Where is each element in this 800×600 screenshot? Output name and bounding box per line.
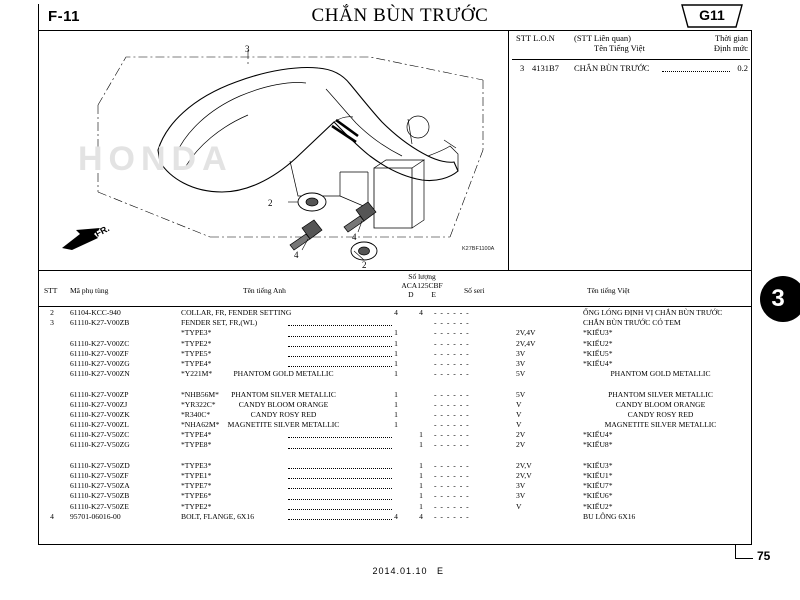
th-qty-group: [388, 272, 456, 299]
th-qty-model: ACA125CBF: [401, 281, 443, 290]
cell-serial: 2V,4V: [516, 328, 536, 338]
cell-name-en: *TYPE1*: [181, 471, 212, 480]
table-row: [38, 359, 752, 369]
cell-qty-e: 1: [419, 491, 423, 501]
table-row: [38, 502, 752, 512]
th-qty-title: Số lượng: [408, 272, 436, 281]
cell-part-number: 61104-KCC-940: [70, 308, 121, 317]
cell-serial: V: [516, 399, 522, 409]
callout-4-left: 4: [294, 250, 299, 260]
cell-name-en: *TYPE2*: [181, 338, 212, 348]
cell-qty-d: 1: [394, 369, 398, 379]
cell-part-number: 61110-K27-V00ZN: [70, 369, 130, 379]
lon-col-stt: STT L.O.N: [516, 33, 555, 43]
cell-qty-e: 1: [419, 501, 423, 511]
table-row-spacer: [38, 451, 752, 461]
th-part-no: Mã phụ tùng: [70, 286, 109, 295]
cell-serial: 3V: [516, 358, 526, 368]
table-top-divider: [38, 270, 752, 271]
callout-2-lower: 2: [362, 260, 367, 270]
lon-row-code: 4131B7: [532, 63, 559, 73]
cell-name-en: *NHA62M*: [181, 420, 220, 430]
cell-name-en: *TYPE3*: [181, 460, 212, 470]
cell-serial: 2V,V: [516, 460, 532, 470]
cell-qty-d: 4: [394, 308, 398, 317]
lon-row-stt: 3: [520, 63, 525, 73]
lon-row: [512, 60, 750, 76]
cell-name-en: *TYPE7*: [181, 481, 212, 491]
cell-part-number: 61110-K27-V00ZF: [70, 348, 129, 358]
cell-part-number: 95701-06016-00: [70, 511, 121, 521]
table-row: [38, 430, 752, 440]
cell-name-vn: CHẮN BÙN TRƯỚC CÓ TEM: [583, 318, 681, 328]
parts-table: [38, 272, 752, 522]
cell-part-number: 61110-K27-V50ZF: [70, 471, 129, 480]
diagram-code: K27BF1100A: [462, 246, 495, 252]
table-row: [38, 491, 752, 501]
cell-part-number: 61110-K27-V00ZP: [70, 389, 129, 399]
cell-name-vn: ỐNG LÓNG ĐỊNH VỊ CHẮN BÙN TRƯỚC: [583, 308, 723, 317]
cell-qty-e: 1: [419, 481, 423, 491]
cell-part-number: 61110-K27-V00ZG: [70, 358, 130, 368]
table-row: [38, 339, 752, 349]
cell-part-number: 61110-K27-V50ZA: [70, 481, 130, 491]
cell-leader-dots: [288, 325, 392, 326]
cell-serial: 2V,V: [516, 471, 532, 480]
cell-name-en: *Y221M*: [181, 369, 213, 379]
lon-row-leader: [662, 71, 730, 72]
cell-name-en: *YR322C*: [181, 399, 216, 409]
callout-4-right: 4: [352, 232, 357, 242]
cell-qty-d: 1: [394, 389, 398, 399]
cell-qty-e: 4: [419, 511, 423, 521]
cell-leader-dots: [288, 519, 392, 520]
cell-name-en: *TYPE2*: [181, 501, 212, 511]
table-row: [38, 420, 752, 430]
cell-name-en: *TYPE6*: [181, 491, 212, 501]
cell-name-en: *TYPE3*: [181, 328, 212, 338]
cell-part-number: 61110-K27-V50ZB: [70, 491, 130, 501]
cell-qty-d: 1: [394, 338, 398, 348]
cell-serial: 2V: [516, 430, 526, 440]
table-row: [38, 481, 752, 491]
cell-leader-dots: [288, 499, 392, 500]
cell-name-vn: PHANTOM GOLD METALLIC: [610, 369, 711, 379]
cell-name-vn: *KIỂU1*: [583, 471, 613, 480]
lon-header: [512, 32, 750, 58]
table-row: [38, 328, 752, 338]
cell-name-en: *TYPE5*: [181, 348, 212, 358]
cell-qty-d: 1: [394, 358, 398, 368]
vertical-divider: [508, 30, 509, 270]
cell-name-en: FENDER SET, FR,(WL): [181, 318, 258, 328]
cell-stt: 3: [50, 318, 54, 328]
lon-row-name: CHẮN BÙN TRƯỚC: [574, 63, 650, 73]
cell-name-vn: BU LÔNG 6X16: [583, 511, 636, 521]
table-row: [38, 440, 752, 450]
cell-name-en-color: PHANTOM SILVER METALLIC: [231, 389, 336, 399]
cell-stt: 2: [50, 308, 54, 317]
cell-leader-dots: [288, 356, 392, 357]
cell-part-number: 61110-K27-V00ZJ: [70, 399, 128, 409]
flange-bolt-left: [290, 220, 322, 250]
cell-dash-filler: - - - - - -: [434, 471, 470, 480]
lon-col-norm: Định mức: [713, 43, 748, 53]
lon-col-time: Thời gian: [714, 33, 748, 43]
section-thumb-tab-label: 3: [771, 285, 785, 312]
table-row: [38, 400, 752, 410]
parts-table-body: [38, 308, 752, 522]
cell-dash-filler: - - - - - -: [434, 348, 470, 358]
cell-leader-dots: [288, 468, 392, 469]
cell-dash-filler: - - - - - -: [434, 338, 470, 348]
cell-name-vn: *KIỂU3*: [583, 328, 613, 338]
page-number: 75: [757, 549, 771, 563]
cell-part-number: 61110-K27-V00ZL: [70, 420, 129, 430]
table-row: [38, 369, 752, 379]
cell-part-number: 61110-K27-V00ZC: [70, 338, 130, 348]
callout-2-upper: 2: [268, 198, 273, 208]
table-row: [38, 471, 752, 481]
cell-name-vn: *KIỂU4*: [583, 430, 613, 440]
cell-dash-filler: - - - - - -: [434, 430, 470, 440]
lon-col-related: (STT Liên quan): [574, 33, 631, 43]
cell-qty-d: 4: [394, 511, 398, 521]
cell-name-vn: *KIỂU7*: [583, 481, 613, 491]
table-row: [38, 318, 752, 328]
table-row: [38, 512, 752, 522]
callout-3: 3: [245, 44, 250, 54]
cell-name-vn: *KIỂU4*: [583, 358, 613, 368]
cell-name-vn: MAGNETITE SILVER METALLIC: [604, 420, 717, 430]
cell-stt: 4: [50, 511, 54, 521]
cell-leader-dots: [288, 478, 392, 479]
cell-name-vn: *KIỂU2*: [583, 501, 613, 511]
th-name-en: Tên tiếng Anh: [243, 286, 286, 295]
cell-name-en: *TYPE8*: [181, 440, 212, 450]
cell-part-number: 61110-K27-V50ZE: [70, 501, 129, 511]
cell-dash-filler: - - - - - -: [434, 491, 470, 501]
cell-dash-filler: - - - - - -: [434, 511, 470, 521]
cell-leader-dots: [288, 488, 392, 489]
cell-leader-dots: [288, 346, 392, 347]
section-thumb-tab[interactable]: [760, 276, 800, 322]
table-row: [38, 349, 752, 359]
table-header-rule: [38, 306, 752, 307]
cell-qty-d: 1: [394, 420, 398, 430]
cell-part-number: 61110-K27-V00ZB: [70, 318, 130, 328]
th-stt: STT: [44, 286, 58, 295]
collar-part-lower: [351, 242, 377, 260]
section-code: F-11: [48, 8, 81, 25]
cell-serial: V: [516, 409, 522, 419]
cell-dash-filler: - - - - - -: [434, 389, 470, 399]
cell-part-number: 61110-K27-V00ZK: [70, 409, 130, 419]
cell-dash-filler: - - - - - -: [434, 440, 470, 450]
cell-dash-filler: - - - - - -: [434, 420, 470, 430]
cell-qty-d: 1: [394, 409, 398, 419]
cell-leader-dots: [288, 448, 392, 449]
cell-dash-filler: - - - - - -: [434, 501, 470, 511]
table-row: [38, 410, 752, 420]
cell-name-en: COLLAR, FR, FENDER SETTING: [181, 308, 292, 317]
cell-serial: 2V,4V: [516, 338, 536, 348]
cell-name-vn: *KIỂU8*: [583, 440, 613, 450]
lon-row-time: 0.2: [737, 63, 748, 73]
cell-dash-filler: - - - - - -: [434, 399, 470, 409]
cell-dash-filler: - - - - - -: [434, 328, 470, 338]
cell-serial: 3V: [516, 481, 526, 491]
cell-name-en: *TYPE4*: [181, 430, 212, 440]
collar-part-upper: [298, 193, 326, 211]
cell-leader-dots: [288, 509, 392, 510]
front-direction-label: FR.: [93, 223, 111, 239]
cell-name-vn: CANDY BLOOM ORANGE: [615, 399, 706, 409]
cell-qty-d: 1: [394, 348, 398, 358]
cell-name-en: *R340C*: [181, 409, 211, 419]
th-qty-cols: D E: [408, 290, 444, 299]
cell-name-en-color: MAGNETITE SILVER METALLIC: [227, 420, 340, 430]
cell-part-number: 61110-K27-V50ZG: [70, 440, 130, 450]
chapter-badge-label: G11: [699, 7, 725, 23]
cell-serial: 5V: [516, 389, 526, 399]
cell-serial: 5V: [516, 369, 526, 379]
cell-leader-dots: [288, 336, 392, 337]
cell-qty-d: 1: [394, 399, 398, 409]
flange-bolt-right: [344, 202, 376, 232]
cell-name-vn: *KIỂU6*: [583, 491, 613, 501]
table-row: [38, 461, 752, 471]
lon-box: [512, 32, 750, 76]
cell-qty-d: 1: [394, 328, 398, 338]
chapter-badge: [679, 3, 745, 29]
cell-name-en: *NHB56M*: [181, 389, 219, 399]
cell-name-vn: CANDY ROSY RED: [627, 409, 694, 419]
cell-name-en-color: CANDY ROSY RED: [250, 409, 317, 419]
cell-serial: 2V: [516, 440, 526, 450]
cell-serial: V: [516, 501, 522, 511]
cell-part-number: 61110-K27-V50ZC: [70, 430, 130, 440]
cell-qty-e: 1: [419, 440, 423, 450]
cell-qty-e: 4: [419, 308, 423, 317]
lon-col-vn: Tên Tiếng Việt: [594, 43, 645, 53]
cell-qty-e: 1: [419, 471, 423, 480]
cell-dash-filler: - - - - - -: [434, 369, 470, 379]
cell-serial: V: [516, 420, 522, 430]
cell-name-vn: *KIỂU2*: [583, 338, 613, 348]
cell-leader-dots: [288, 366, 392, 367]
cell-name-en: BOLT, FLANGE, 6X16: [181, 511, 254, 521]
cell-dash-filler: - - - - - -: [434, 358, 470, 368]
footer-date: 2014.01.10: [372, 566, 428, 576]
th-name-vn: Tên tiếng Việt: [587, 286, 630, 295]
cell-part-number: 61110-K27-V50ZD: [70, 460, 130, 470]
cell-name-vn: *KIỂU5*: [583, 348, 613, 358]
footer-edition: E: [437, 566, 444, 576]
cell-name-vn: PHANTOM SILVER METALLIC: [608, 389, 713, 399]
cell-dash-filler: - - - - - -: [434, 481, 470, 491]
cell-serial: 3V: [516, 348, 526, 358]
table-row: [38, 390, 752, 400]
cell-name-vn: *KIỂU3*: [583, 460, 613, 470]
cell-serial: 3V: [516, 491, 526, 501]
cell-name-en-color: CANDY BLOOM ORANGE: [238, 399, 329, 409]
cell-name-en-color: PHANTOM GOLD METALLIC: [233, 369, 334, 379]
th-serial: Số seri: [464, 286, 485, 295]
table-row: [38, 308, 752, 318]
cell-qty-e: 1: [419, 430, 423, 440]
cell-qty-e: 1: [419, 460, 423, 470]
parts-table-header: [38, 272, 752, 308]
page-title: CHẮN BÙN TRƯỚC: [311, 5, 489, 26]
cell-name-en: *TYPE4*: [181, 358, 212, 368]
honda-watermark: HONDA: [78, 140, 233, 178]
cell-dash-filler: - - - - - -: [434, 409, 470, 419]
cell-dash-filler: - - - - - -: [434, 318, 470, 328]
cell-leader-dots: [288, 437, 392, 438]
cell-dash-filler: - - - - - -: [434, 460, 470, 470]
table-row-spacer: [38, 379, 752, 389]
footer-corner-rule: [735, 545, 753, 559]
cell-dash-filler: - - - - - -: [434, 308, 470, 317]
